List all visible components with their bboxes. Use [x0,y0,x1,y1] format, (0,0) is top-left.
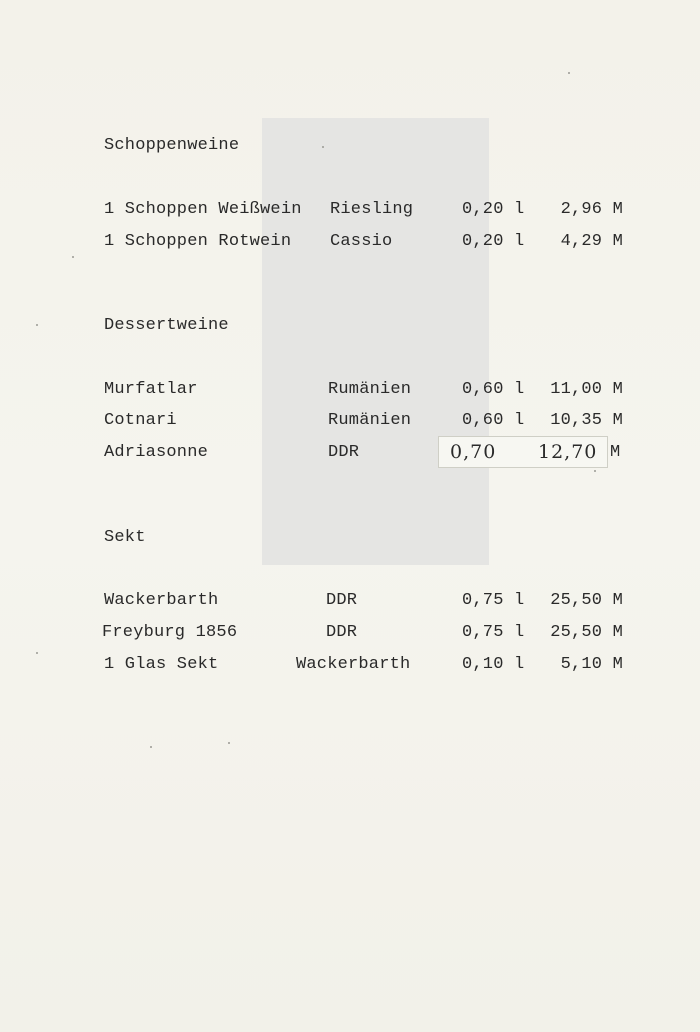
item-price-handwritten: 12,70 [538,441,598,463]
item-origin: DDR [326,591,358,610]
item-volume: 0,60 l [462,380,525,399]
item-origin: DDR [328,443,360,462]
item-origin: Wackerbarth [296,655,411,674]
item-price: 2,96 M [560,200,623,219]
item-volume: 0,10 l [462,655,525,674]
item-volume: 0,60 l [462,411,525,430]
item-volume: 0,75 l [462,591,525,610]
paper-speck [150,746,152,748]
item-name: Freyburg 1856 [102,623,238,642]
paper-speck [322,146,324,148]
item-price: 11,00 M [550,380,623,399]
item-name: Murfatlar [104,380,198,399]
item-volume-handwritten: 0,70 [450,441,497,463]
paper-speck [36,652,38,654]
item-name: 1 Glas Sekt [104,655,219,674]
section-title-sekt: Sekt [104,528,146,547]
paper-speck [72,256,74,258]
item-price: 25,50 M [550,623,623,642]
paper-speck [594,470,596,472]
item-name: 1 Schoppen Weißwein [104,200,302,219]
item-origin: Rumänien [328,380,412,399]
section-title-dessertweine: Dessertweine [104,316,229,335]
item-price: 4,29 M [560,232,623,251]
item-price: 10,35 M [550,411,623,430]
item-name: Adriasonne [104,443,209,462]
item-name: 1 Schoppen Rotwein [104,232,292,251]
item-origin: Rumänien [328,411,412,430]
paper-speck [36,324,38,326]
item-origin: Riesling [330,200,414,219]
item-price: 25,50 M [550,591,623,610]
item-volume: 0,75 l [462,623,525,642]
item-origin: Cassio [330,232,393,251]
item-volume: 0,20 l [462,200,525,219]
paper-speck [228,742,230,744]
item-currency: M [610,443,621,462]
item-name: Cotnari [104,411,177,430]
section-title-schoppenweine: Schoppenweine [104,136,240,155]
item-name: Wackerbarth [104,591,219,610]
item-origin: DDR [326,623,358,642]
item-price: 5,10 M [560,655,623,674]
paper-speck [568,72,570,74]
gray-shading [262,118,489,565]
item-volume: 0,20 l [462,232,525,251]
